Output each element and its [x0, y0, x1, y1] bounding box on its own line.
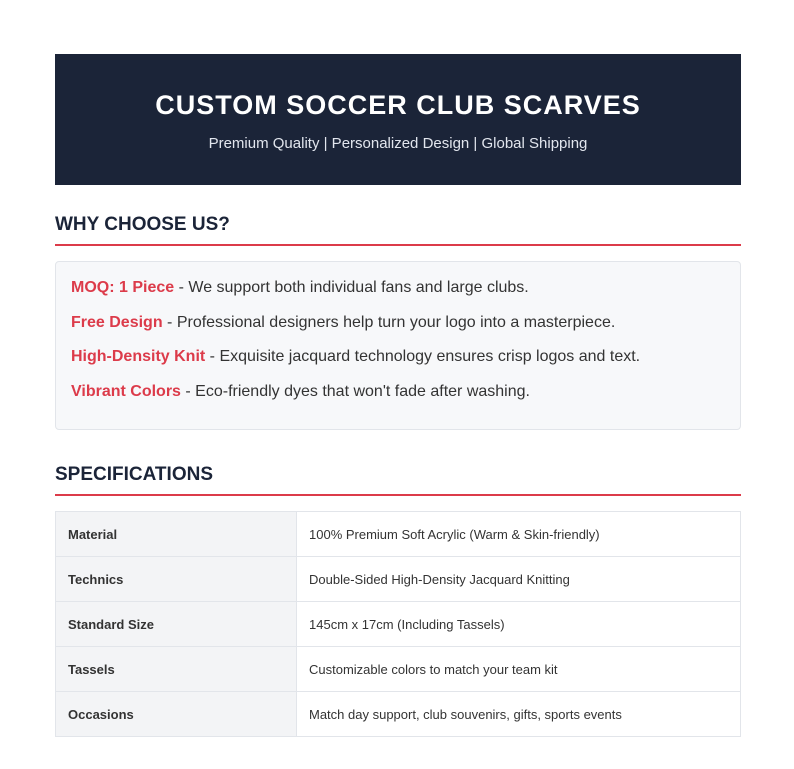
spec-label: Occasions — [56, 692, 297, 737]
spec-label: Standard Size — [56, 602, 297, 647]
feature-key: High-Density Knit — [71, 348, 206, 365]
spec-value: Customizable colors to match your team kit — [297, 647, 741, 692]
spec-label: Technics — [56, 557, 297, 602]
spec-value: 145cm x 17cm (Including Tassels) — [297, 602, 741, 647]
feature-item — [71, 382, 725, 402]
table-row — [56, 692, 741, 737]
spec-value: 100% Premium Soft Acrylic (Warm & Skin-friendly) — [297, 512, 741, 557]
specifications-heading: SPECIFICATIONS — [55, 464, 741, 496]
table-row — [56, 512, 741, 557]
table-row — [56, 557, 741, 602]
spec-label: Tassels — [56, 647, 297, 692]
specifications-table — [55, 511, 741, 737]
spec-value: Double-Sided High-Density Jacquard Knitting — [297, 557, 741, 602]
table-row — [56, 647, 741, 692]
page-subtitle: Premium Quality | Personalized Design | Global Shipping — [208, 135, 588, 152]
page-title: CUSTOM SOCCER CLUB SCARVES — [155, 90, 641, 120]
why-choose-heading: WHY CHOOSE US? — [55, 214, 741, 246]
feature-text: - We support both individual fans and large clubs. — [174, 279, 529, 296]
feature-text: - Eco-friendly dyes that won't fade after washing. — [180, 382, 530, 400]
spec-label: Material — [56, 512, 297, 557]
feature-key: Free Design — [71, 313, 163, 331]
feature-item — [71, 278, 725, 298]
product-page — [55, 54, 741, 737]
table-row — [56, 602, 741, 647]
feature-text: - Exquisite jacquard technology ensures crisp logos and text. — [205, 348, 641, 365]
hero-banner — [55, 54, 741, 185]
feature-item — [71, 347, 725, 367]
feature-item — [71, 313, 725, 333]
feature-key: MOQ: 1 Piece — [71, 279, 175, 296]
spec-value: Match day support, club souvenirs, gifts, sports events — [297, 692, 741, 737]
feature-key: Vibrant Colors — [71, 382, 181, 400]
feature-text: - Professional designers help turn your logo into a masterpiece. — [162, 313, 616, 331]
features-box — [55, 261, 741, 430]
